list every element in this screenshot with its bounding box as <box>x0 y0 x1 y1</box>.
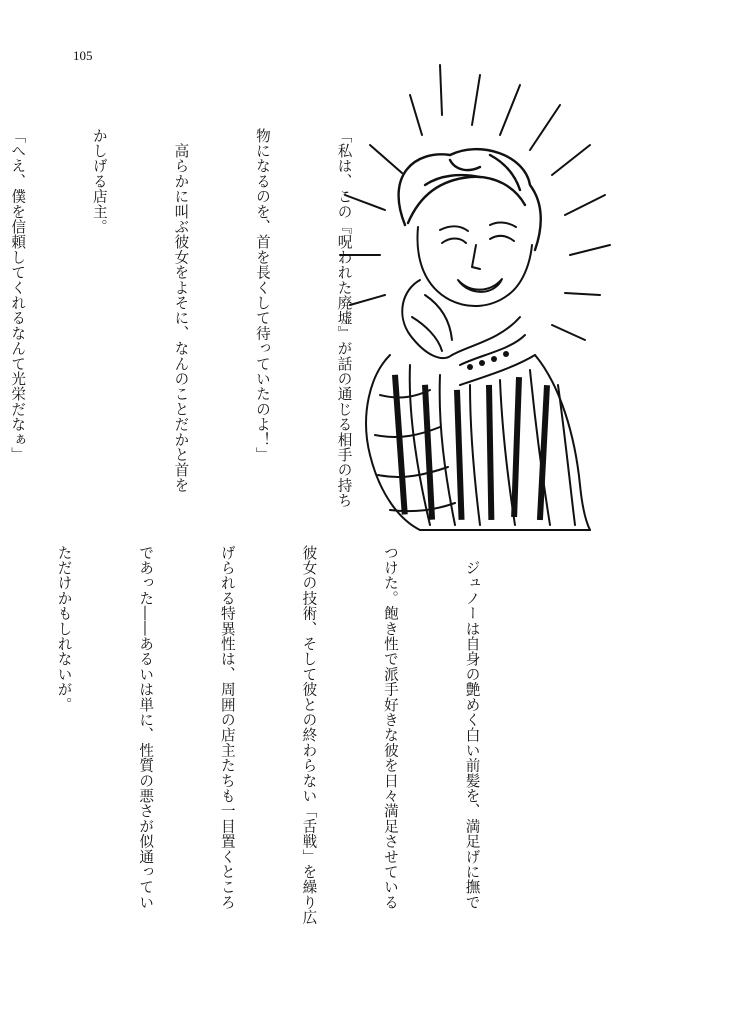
hair <box>399 149 541 250</box>
text-line: かしげる店主。 <box>90 128 108 235</box>
text-line: であった――あるいは単に、性質の悪さが似通ってい <box>137 545 155 910</box>
text-line: ただけかもしれないが。 <box>55 545 73 713</box>
text-line: 彼女の技術、そして彼との終わらない「舌戦」を繰り広 <box>300 545 318 925</box>
text-line: 物になるのを、首を長くして待っていたのよ！」 <box>253 128 271 463</box>
text-line: つけた。飽き性で派手好きな彼を日々満足させている <box>381 545 399 910</box>
face <box>417 223 532 306</box>
text-line: 「私は、この『呪われた廃墟』が話の通じる相手の持ち <box>335 128 353 508</box>
lower-text-block <box>0 545 540 940</box>
text-line: 「へえ、僕を信頼してくれるなんて光栄だなぁ」 <box>9 128 27 463</box>
text-line: げられる特異性は、周囲の店主たちも一目置くところ <box>218 545 236 910</box>
text-line: ジュノーは自身の艶めく白い前髪を、満足げに撫で <box>463 545 481 910</box>
text-line: 高らかに叫ぶ彼女をよそに、なんのことだかと首を <box>172 128 190 493</box>
page-number: 105 <box>73 48 93 63</box>
upper-text-block <box>0 128 412 508</box>
